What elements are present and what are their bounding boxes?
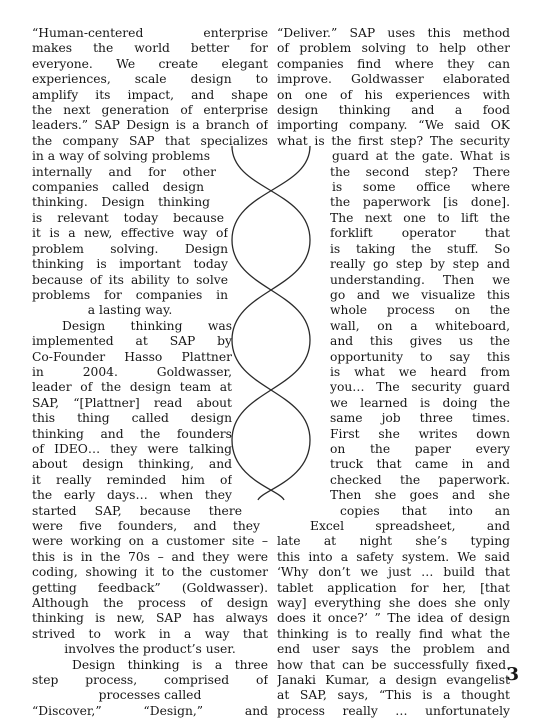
text-line: how that can be successfully fixed. [277, 657, 510, 672]
text-line: tablet application for her, [that [277, 580, 510, 595]
text-line: coding, showing it to the customer [32, 565, 268, 580]
text-line: this thing called design [32, 411, 232, 426]
text-line: problem solving. Design [32, 241, 228, 256]
text-line: really go step by step and [330, 257, 510, 272]
text-line: involves the product’s user. [64, 642, 236, 657]
text-line: end user says the problem and [277, 642, 510, 657]
text-line: we learned is doing the [330, 395, 510, 410]
text-line: same job three times. [330, 411, 510, 426]
text-line: The next one to lift the [330, 210, 510, 225]
text-line: experiences, scale design to [32, 72, 268, 87]
text-line: “Human-centered enterprise [32, 26, 268, 40]
text-line: improve. Goldwasser elaborated [277, 72, 510, 87]
text-line: it is a new, effective way of [32, 226, 228, 241]
text-line: the second step? There [330, 164, 510, 179]
text-line: is taking the stuff. So [330, 241, 510, 256]
text-line: does it once?’ ” The idea of design [277, 611, 510, 626]
text-line: getting feedback” (Goldwasser). [32, 580, 268, 595]
text-line: this is in the 70s – and they were [32, 549, 268, 564]
text-line: in a way of solving problems [32, 149, 211, 164]
text-line: thinking and the founders [32, 426, 232, 441]
text-line: amplify its impact, and shape [32, 87, 268, 102]
text-line: wall, on a whiteboard, [330, 318, 510, 333]
text-line: on the paper every [330, 441, 510, 456]
text-line: a lasting way. [87, 303, 173, 318]
left-text-column [32, 26, 268, 719]
text-line: Co-Founder Hasso Plattner [32, 349, 232, 364]
text-line: checked the paperwork. [330, 472, 510, 487]
text-line: way] everything she does she only [277, 596, 510, 611]
text-line: on one of his experiences with [277, 87, 510, 102]
text-line: design thinking and a food [277, 103, 510, 118]
text-line: thinking is to really find what the [277, 626, 510, 641]
text-line: understanding. Then we [330, 272, 510, 287]
text-line: at SAP, says, “This is a thought [277, 688, 510, 703]
text-line: what is the first step? The security [277, 133, 510, 148]
text-line: started SAP, because there [32, 503, 242, 518]
text-line: is some office where [332, 180, 510, 195]
text-line: of problem solving to help other [277, 41, 510, 56]
text-line: processes called [98, 688, 202, 703]
text-line: ‘Why don’t we just … build that [277, 565, 510, 580]
text-line: companies find where they can [277, 56, 510, 71]
text-line: were five founders, and they [32, 519, 260, 533]
text-line: SAP, “[Plattner] read about [32, 395, 232, 410]
text-line: leaders.” SAP Design is a branch of [32, 118, 268, 133]
text-line: importing company. “We said OK [277, 118, 510, 133]
text-line: strived to work in a way that [32, 626, 268, 641]
text-line: you… The security guard [330, 380, 510, 395]
text-line: process really … unfortunately [277, 703, 510, 718]
text-line: opportunity to say this [330, 349, 510, 364]
text-line: the company SAP that specializes [32, 133, 268, 148]
text-line: Janaki Kumar, a design evangelist [277, 673, 510, 688]
text-line: companies called design [32, 180, 204, 195]
right-text-column [277, 26, 510, 719]
text-line: internally and for other [32, 164, 216, 179]
text-line: late at night she’s typing [277, 534, 510, 549]
text-line: Although the process of design [32, 596, 268, 611]
text-line: makes the world better for [32, 41, 268, 56]
text-line: “Deliver.” SAP uses this method [277, 26, 510, 40]
text-line: thinking is new, SAP has always [32, 611, 268, 626]
text-line: is relevant today because [32, 210, 224, 225]
text-line: the early days… when they [32, 488, 232, 503]
text-line: truck that came in and [330, 457, 510, 472]
text-line: Excel spreadsheet, and [310, 519, 510, 533]
text-line: everyone. We create elegant [32, 56, 268, 71]
text-line: of IDEO… they were talking [32, 441, 232, 456]
text-line: it really reminded him of [32, 472, 232, 487]
text-line: go and we visualize this [330, 287, 510, 302]
text-line: First she writes down [330, 426, 510, 441]
text-line: the next generation of enterprise [32, 103, 268, 118]
text-line: Design thinking was [62, 318, 232, 333]
text-line: and this gives us the [330, 334, 510, 349]
text-line: whole process on the [330, 303, 510, 318]
text-line: implemented at SAP by [32, 334, 232, 349]
text-line: step process, comprised of [32, 673, 268, 688]
text-line: is what we heard from [330, 364, 510, 379]
text-line: Then she goes and she [330, 488, 510, 503]
text-line: problems for companies in [32, 287, 228, 302]
text-line: because of its ability to solve [32, 272, 228, 287]
text-line: guard at the gate. What is [332, 149, 510, 164]
text-line: were working on a customer site – [32, 534, 268, 549]
text-line: in 2004. Goldwasser, [32, 364, 232, 379]
text-line: “Discover,” “Design,” and [32, 703, 268, 718]
text-line: copies that into an [340, 503, 510, 518]
text-line: forklift operator that [330, 226, 510, 241]
text-line: thinking is important today [32, 257, 228, 272]
text-line: this into a safety system. We said [277, 549, 510, 564]
page-number: 3 [506, 664, 519, 685]
text-line: leader of the design team at [32, 380, 232, 395]
text-line: Design thinking is a three [72, 657, 268, 672]
text-line: the paperwork [is done]. [330, 195, 510, 210]
text-line: thinking. Design thinking [32, 195, 210, 210]
text-line: about design thinking, and [32, 457, 232, 472]
